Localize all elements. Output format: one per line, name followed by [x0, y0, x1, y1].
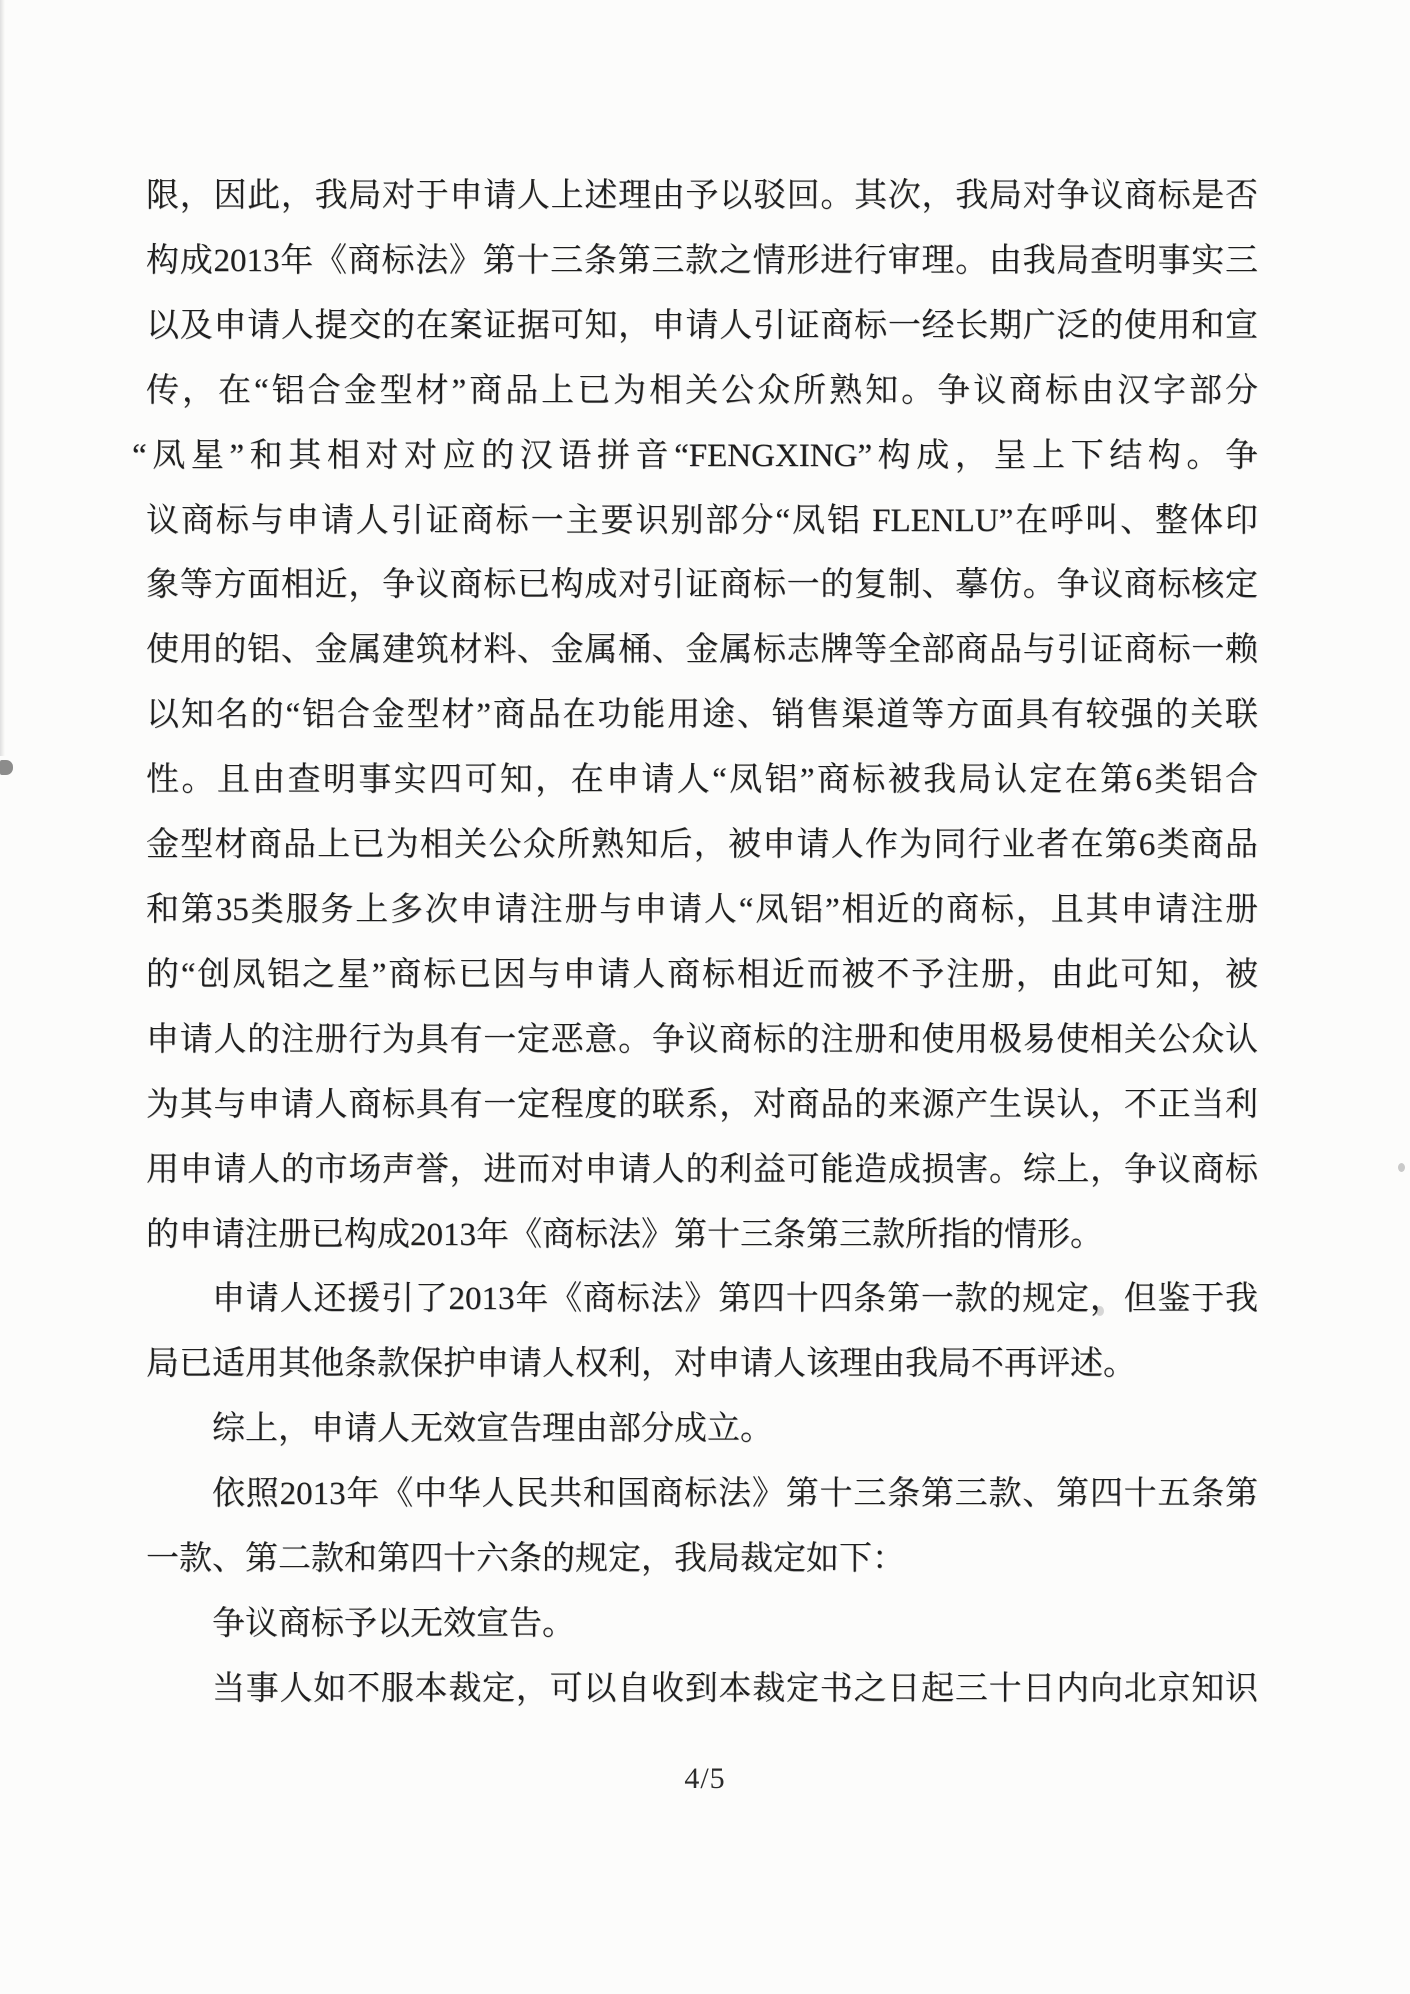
scan-edge-artifact — [0, 0, 5, 756]
paragraph — [146, 1267, 1258, 1397]
text-line: 象等方面相近，争议商标已构成对引证商标一的复制、摹仿。争议商标核定 — [146, 567, 1258, 604]
text-line: 以知名的“铝合金型材”商品在功能用途、销售渠道等方面具有较强的关联 — [146, 697, 1258, 734]
paragraph — [132, 164, 1258, 1267]
text-line: 依照2013年《中华人民共和国商标法》第十三条第三款、第四十五条第 — [212, 1476, 1258, 1513]
paragraph — [146, 1657, 1258, 1722]
paragraph — [146, 1397, 1258, 1462]
text-line: 传，在“铝合金型材”商品上已为相关公众所熟知。争议商标由汉字部分 — [146, 372, 1258, 409]
scan-speck — [1398, 1163, 1405, 1172]
text-line: 用申请人的市场声誉，进而对申请人的利益可能造成损害。综上，争议商标 — [146, 1151, 1258, 1188]
text-line: 性。且由查明事实四可知，在申请人“凤铝”商标被我局认定在第6类铝合 — [146, 762, 1258, 799]
text-line: 和第35类服务上多次申请注册与申请人“凤铝”相近的商标，且其申请注册 — [146, 891, 1258, 928]
text-line: 使用的铝、金属建筑材料、金属桶、金属标志牌等全部商品与引证商标一赖 — [146, 632, 1258, 669]
paragraph — [146, 1462, 1258, 1592]
paragraph — [146, 1592, 1258, 1657]
document-body — [132, 164, 1258, 1722]
text-line: 综上，申请人无效宣告理由部分成立。 — [212, 1411, 773, 1448]
text-line: “凤星”和其相对对应的汉语拼音“FENGXING”构成，呈上下结构。争 — [132, 437, 1258, 474]
text-line: 限，因此，我局对于申请人上述理由予以驳回。其次，我局对争议商标是否 — [146, 178, 1258, 214]
text-line: 金型材商品上已为相关公众所熟知后，被申请人作为同行业者在第6类商品 — [146, 827, 1258, 864]
text-line: 当事人如不服本裁定，可以自收到本裁定书之日起三十日内向北京知识 — [212, 1670, 1258, 1707]
page-number: 4/5 — [684, 1762, 726, 1795]
text-line: 争议商标予以无效宣告。 — [212, 1605, 575, 1642]
text-line: 申请人还援引了2013年《商标法》第四十四条第一款的规定，但鉴于我 — [212, 1281, 1258, 1318]
text-line: 以及申请人提交的在案证据可知，申请人引证商标一经长期广泛的使用和宣 — [146, 307, 1258, 344]
text-line: 议商标与申请人引证商标一主要识别部分“凤铝 FLENLU”在呼叫、整体印 — [146, 502, 1258, 539]
text-line: 的申请注册已构成2013年《商标法》第十三条第三款所指的情形。 — [146, 1216, 1103, 1253]
text-line: 构成2013年《商标法》第十三条第三款之情形进行审理。由我局查明事实三 — [146, 242, 1258, 279]
text-line: 的“创凤铝之星”商标已因与申请人商标相近而被不予注册，由此可知，被 — [146, 956, 1258, 993]
text-line: 申请人的注册行为具有一定恶意。争议商标的注册和使用极易使相关公众认 — [146, 1021, 1258, 1058]
scan-speck — [0, 760, 13, 775]
text-line: 局已适用其他条款保护申请人权利，对申请人该理由我局不再评述。 — [146, 1346, 1136, 1383]
text-line: 一款、第二款和第四十六条的规定，我局裁定如下： — [146, 1541, 905, 1578]
text-line: 为其与申请人商标具有一定程度的联系，对商品的来源产生误认，不正当利 — [146, 1086, 1258, 1123]
